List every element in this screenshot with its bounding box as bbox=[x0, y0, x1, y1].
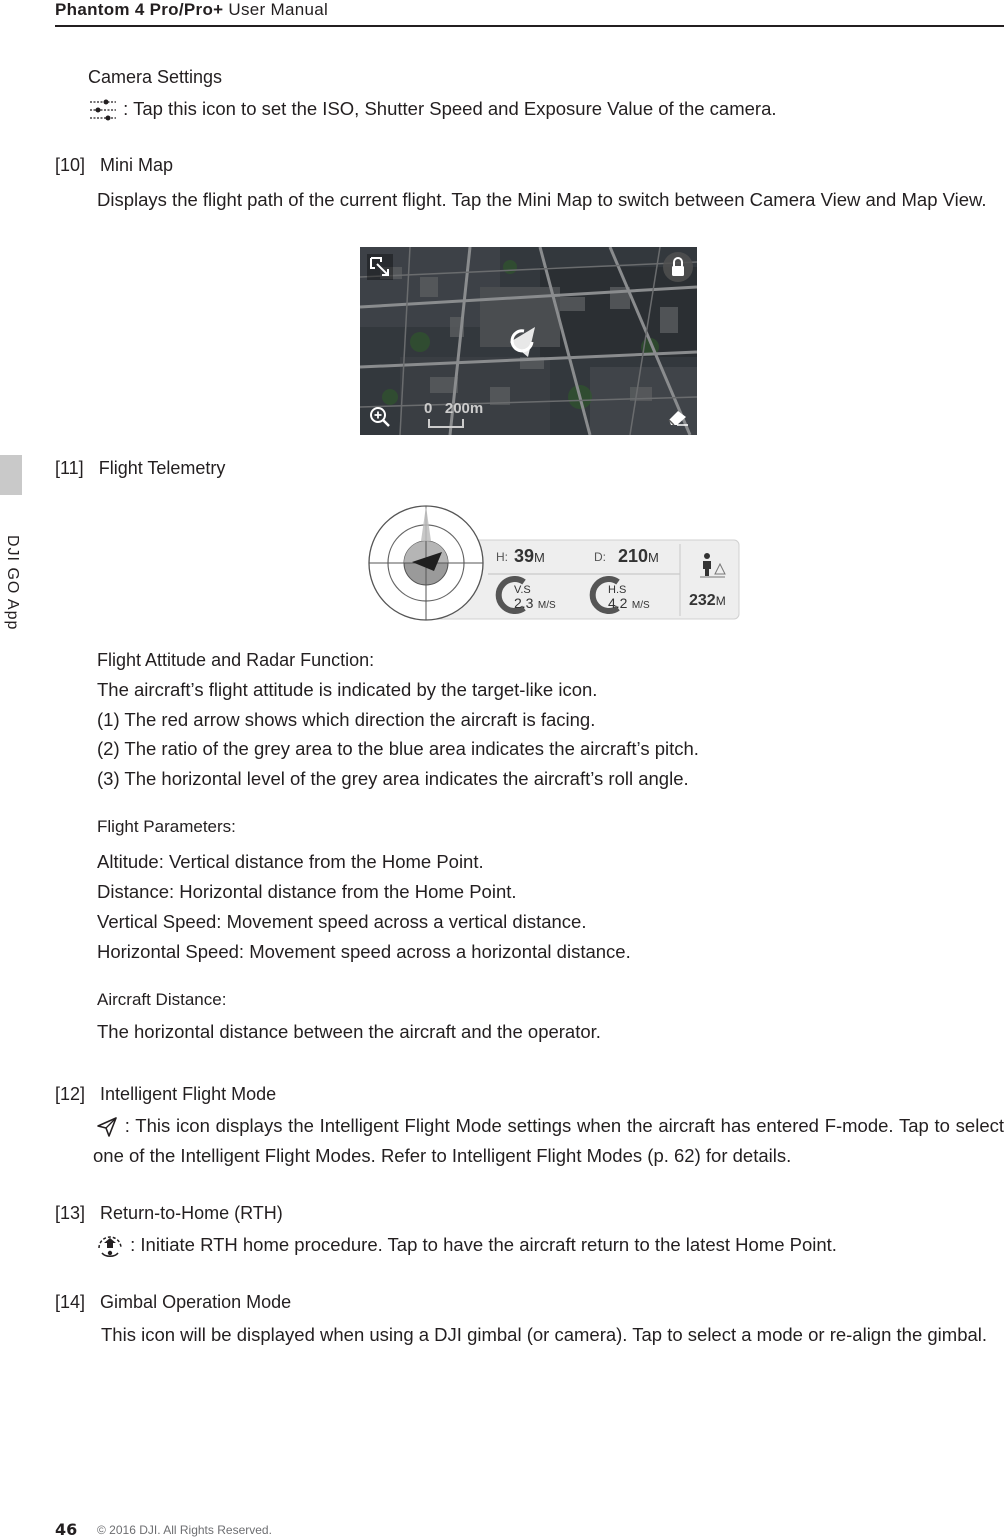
mini-map-number: [10] bbox=[55, 155, 86, 175]
expand-map-icon[interactable] bbox=[366, 253, 394, 281]
params-line: Horizontal Speed: Movement speed across a horizontal distance. bbox=[97, 941, 631, 962]
camera-settings-text: : Tap this icon to set the ISO, Shutter Speed and Exposure Value of the camera. bbox=[123, 98, 777, 119]
telemetry-number: [11] bbox=[55, 458, 84, 478]
vertical-speed-unit: M/S bbox=[537, 600, 556, 611]
intelligent-flight-mode-icon[interactable] bbox=[95, 1115, 119, 1139]
header-manual: User Manual bbox=[228, 0, 329, 19]
map-scale bbox=[424, 400, 483, 417]
horizontal-speed-value: 4.2 bbox=[608, 595, 628, 611]
rth-title: Return-to-Home (RTH) bbox=[100, 1203, 283, 1223]
header-brand: Phantom 4 Pro/Pro+ bbox=[55, 0, 224, 19]
altitude-unit: M bbox=[534, 550, 545, 565]
running-header bbox=[55, 0, 328, 20]
mini-map[interactable] bbox=[360, 247, 697, 435]
horizontal-speed-unit: M/S bbox=[631, 600, 650, 611]
intelligent-flight-paragraph bbox=[93, 1111, 1004, 1171]
mini-map-heading bbox=[55, 155, 173, 176]
altitude-value: 39 bbox=[514, 546, 535, 566]
params-line: Distance: Horizontal distance from the Home Point. bbox=[97, 881, 517, 902]
page-number: 46 bbox=[55, 1520, 78, 1539]
aircraft-distance-readout bbox=[689, 592, 726, 610]
sliders-icon bbox=[88, 95, 118, 125]
zoom-in-icon[interactable] bbox=[368, 405, 392, 429]
satellite-map-image bbox=[360, 247, 697, 435]
gimbal-number: [14] bbox=[55, 1292, 86, 1312]
vertical-speed-value: 2.3 bbox=[514, 595, 534, 611]
distance-label: D: bbox=[594, 550, 606, 564]
aircraft-distance-unit: M bbox=[715, 594, 726, 608]
vertical-speed-label: V.S bbox=[514, 584, 531, 596]
attitude-line: The aircraft’s flight attitude is indicated by the target-like icon. bbox=[97, 679, 598, 700]
mini-map-text: Displays the flight path of the current flight. Tap the Mini Map to switch between Camera View and Map View. bbox=[97, 189, 987, 210]
horizontal-speed-label: H.S bbox=[608, 584, 627, 596]
distance-unit: M bbox=[648, 550, 659, 565]
attitude-line: (2) The ratio of the grey area to the blue area indicates the aircraft’s pitch. bbox=[97, 738, 699, 759]
rth-heading bbox=[55, 1203, 283, 1224]
intelligent-flight-text: : This icon displays the Intelligent Flight Mode settings when the aircraft has entered F-mode. Tap to select one of the Intelligent Flight Modes. Refer to Intelligent Flight Modes (p. 62) for details. bbox=[93, 1115, 1004, 1166]
operator-distance-icon bbox=[698, 552, 726, 578]
side-section-label: DJI GO App bbox=[4, 535, 21, 631]
rth-text: : Initiate RTH home procedure. Tap to have the aircraft return to the latest Home Point. bbox=[130, 1234, 837, 1255]
map-scale-bar bbox=[428, 419, 464, 429]
gimbal-text: This icon will be displayed when using a DJI gimbal (or camera). Tap to select a mode or re-align the gimbal. bbox=[101, 1324, 988, 1345]
side-tab-marker bbox=[0, 455, 22, 495]
gimbal-heading bbox=[55, 1292, 291, 1313]
telemetry-title: Flight Telemetry bbox=[98, 458, 226, 478]
params-title: Flight Parameters: bbox=[97, 817, 236, 836]
radar-attitude-indicator bbox=[368, 504, 486, 622]
rth-number: [13] bbox=[55, 1203, 86, 1223]
attitude-line: (1) The red arrow shows which direction the aircraft is facing. bbox=[97, 708, 596, 730]
map-scale-label: 200m bbox=[444, 400, 484, 417]
horizontal-speed-readout bbox=[608, 595, 650, 613]
params-list bbox=[97, 847, 997, 967]
aircraft-distance-text: The horizontal distance between the aircraft and the operator. bbox=[97, 1021, 601, 1042]
gimbal-title: Gimbal Operation Mode bbox=[100, 1292, 292, 1312]
intelligent-flight-heading bbox=[55, 1084, 276, 1105]
camera-settings-title: Camera Settings bbox=[88, 67, 223, 87]
distance-value: 210 bbox=[618, 546, 649, 566]
rth-line bbox=[95, 1230, 837, 1261]
telemetry-widget bbox=[368, 504, 740, 622]
params-line: Vertical Speed: Movement speed across a vertical distance. bbox=[97, 911, 587, 932]
attitude-title: Flight Attitude and Radar Function: bbox=[97, 650, 375, 670]
eraser-icon[interactable] bbox=[666, 407, 690, 427]
header-rule bbox=[55, 25, 1004, 27]
mini-map-title: Mini Map bbox=[100, 155, 174, 175]
vertical-speed-readout bbox=[514, 595, 556, 613]
aircraft-distance-title: Aircraft Distance: bbox=[97, 990, 227, 1009]
altitude-readout bbox=[514, 546, 545, 567]
intelligent-flight-number: [12] bbox=[55, 1084, 86, 1104]
params-line: Altitude: Vertical distance from the Home Point. bbox=[97, 851, 484, 872]
lock-icon[interactable] bbox=[662, 251, 694, 283]
copyright: © 2016 DJI. All Rights Reserved. bbox=[97, 1523, 272, 1537]
distance-readout bbox=[618, 546, 659, 567]
map-scale-start: 0 bbox=[424, 400, 433, 417]
aircraft-distance-value: 232 bbox=[689, 592, 716, 609]
altitude-label: H: bbox=[496, 550, 508, 564]
attitude-line: (3) The horizontal level of the grey area indicates the aircraft’s roll angle. bbox=[97, 767, 689, 789]
rth-icon[interactable] bbox=[95, 1231, 125, 1261]
telemetry-heading bbox=[55, 458, 225, 479]
camera-settings-line bbox=[88, 94, 777, 125]
intelligent-flight-title: Intelligent Flight Mode bbox=[100, 1084, 277, 1104]
attitude-list bbox=[97, 675, 997, 793]
